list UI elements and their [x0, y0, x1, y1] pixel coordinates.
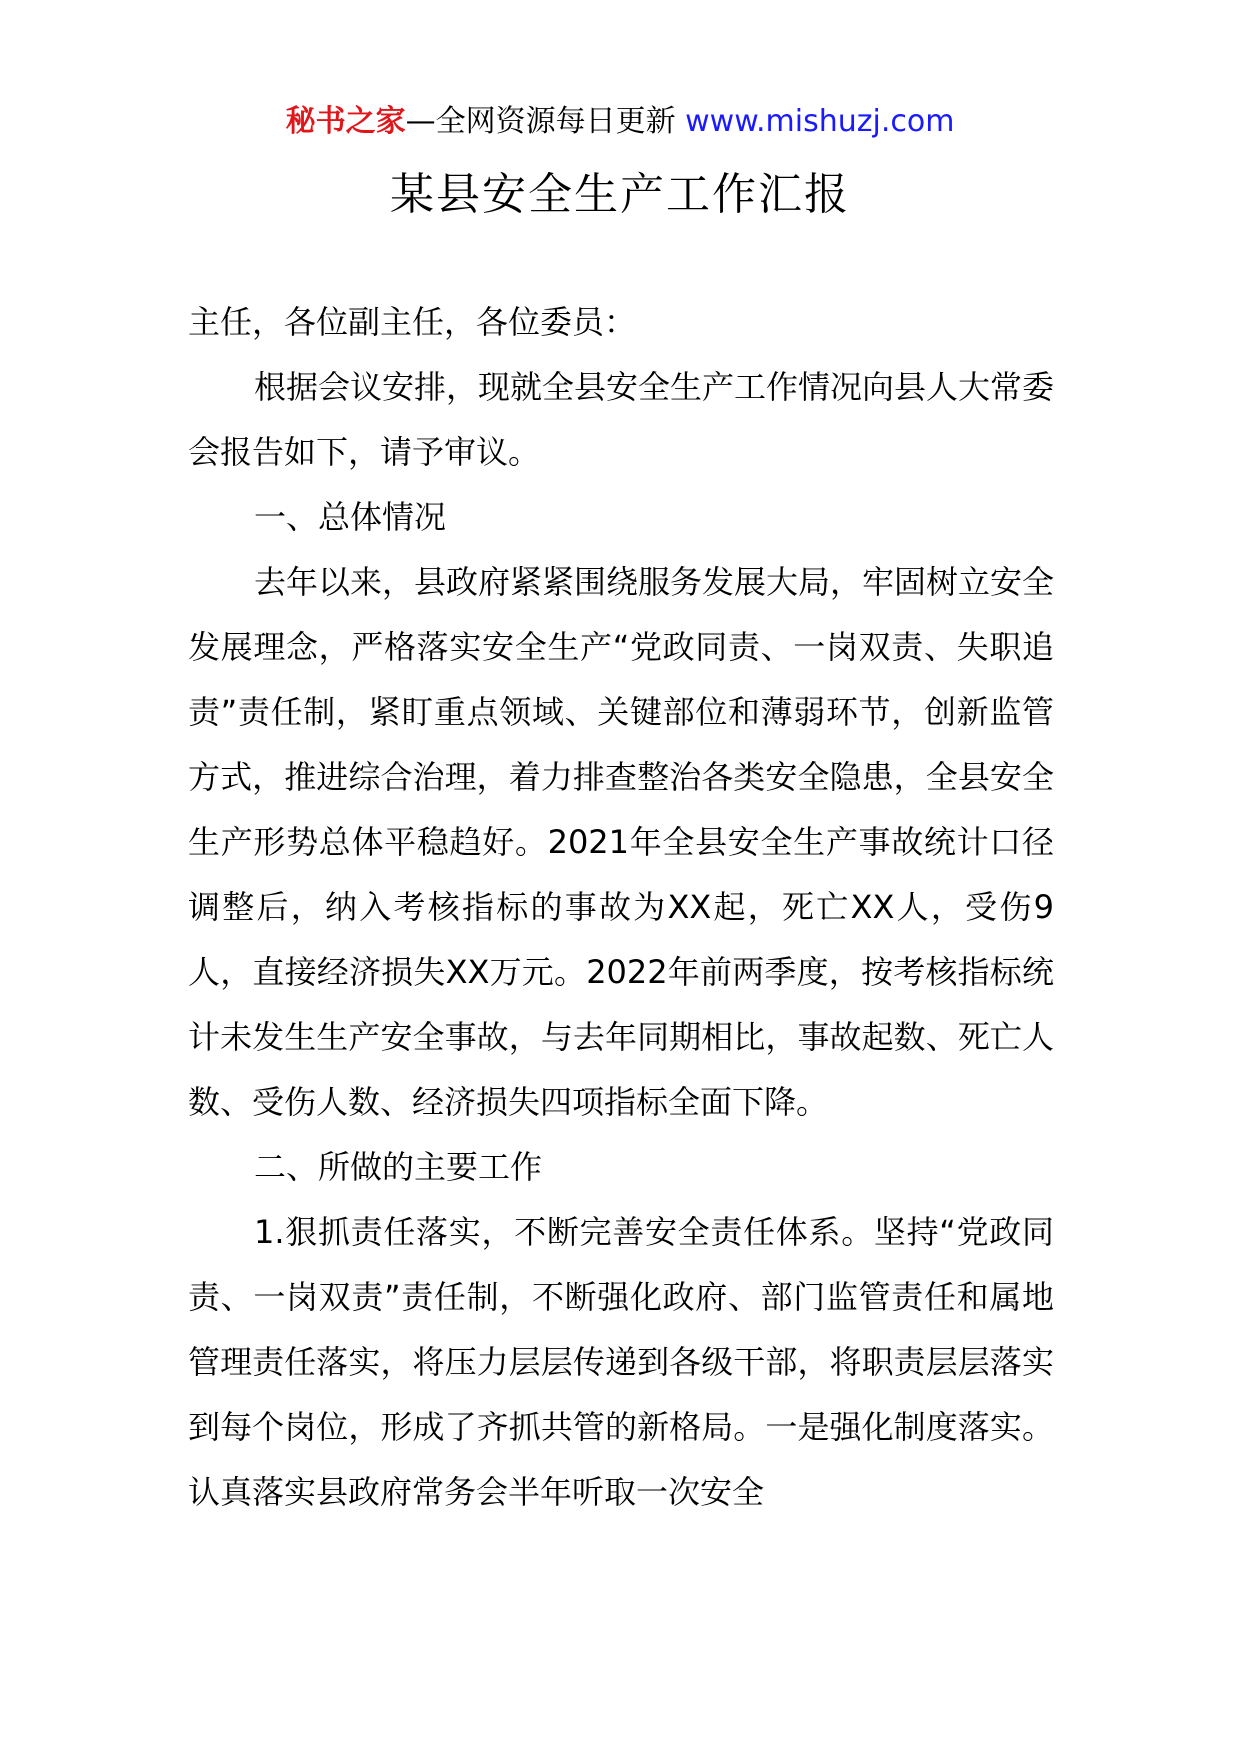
section-heading-main-work: 二、所做的主要工作	[254, 1148, 543, 1186]
intro-paragraph: 根据会议安排，现就全县安全生产工作情况向县人大常委会报告如下，请予审议。	[188, 368, 1055, 471]
site-banner	[0, 100, 1240, 144]
document-title: 某县安全生产工作汇报	[390, 169, 850, 220]
salutation: 主任，各位副主任，各位委员：	[188, 303, 637, 341]
section-heading-overview: 一、总体情况	[254, 498, 447, 536]
document-body	[188, 290, 1054, 1525]
overview-paragraph: 去年以来，县政府紧紧围绕服务发展大局，牢固树立安全发展理念，严格落实安全生产“党政同责、一岗双责、失职追责”责任制，紧盯重点领域、关键部位和薄弱环节，创新监管方式，推进综合治理，着力排查整治各类安全隐患，全县安全生产形势总体平稳趋好。2021年全县安全生产事故统计口径调整后，纳入考核指标的事故为XX起，死亡XX人，受伤9人，直接经济损失XX万元。2022年前两季度，按考核指标统计未发生生产安全事故，与去年同期相比，事故起数、死亡人数、受伤人数、经济损失四项指标全面下降。	[188, 563, 1055, 1121]
main-work-paragraph: 1.狠抓责任落实，不断完善安全责任体系。坚持“党政同责、一岗双责”责任制，不断强化政府、部门监管责任和属地管理责任落实，将压力层层传递到各级干部，将职责层层落实到每个岗位，形成了齐抓共管的新格局。一是强化制度落实。认真落实县政府常务会半年听取一次安全	[188, 1213, 1054, 1511]
site-tagline: —全网资源每日更新	[405, 104, 686, 139]
site-brand: 秘书之家	[285, 104, 406, 139]
site-url-link[interactable]: www.mishuzj.com	[685, 104, 955, 139]
